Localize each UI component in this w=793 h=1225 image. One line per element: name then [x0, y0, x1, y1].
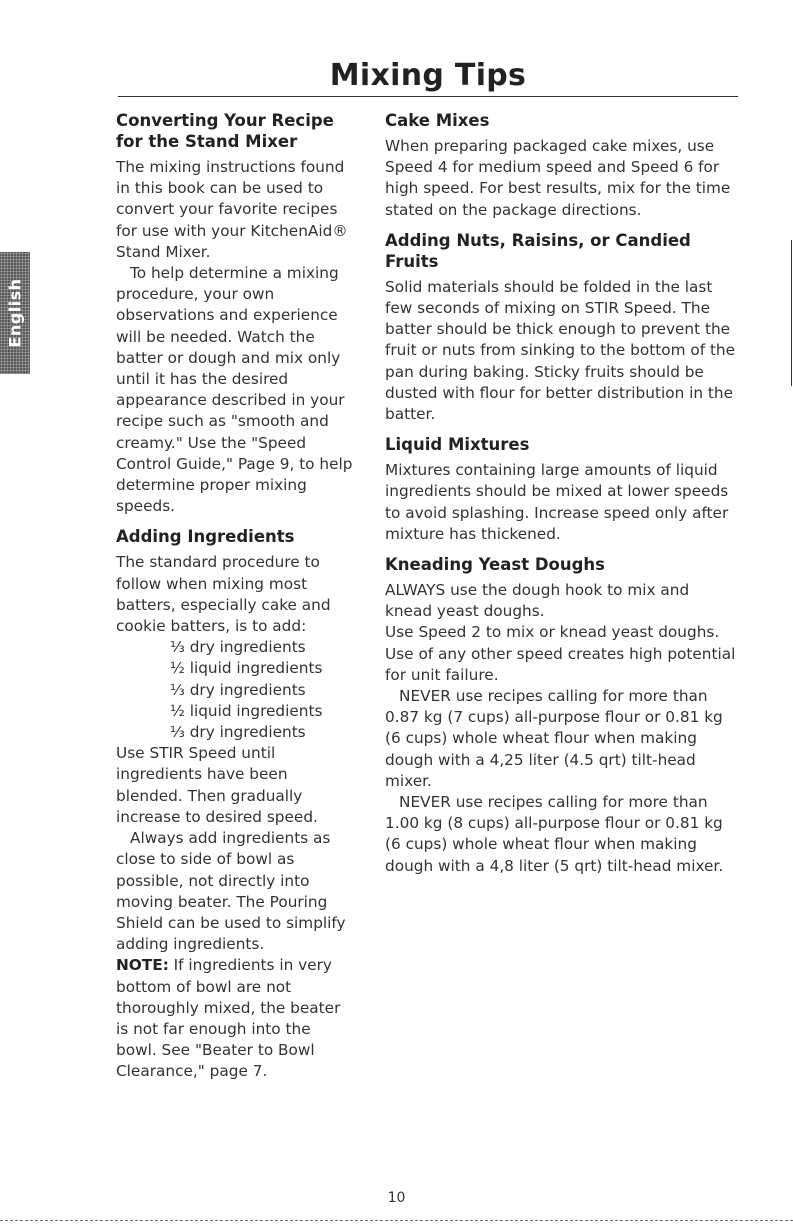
paragraph-never-4-5-qt: NEVER use recipes calling for more than 0.87 kg (7 cups) all-purpose flour or 0.81 kg (6 cups) whole wheat flour when making dough with a 4,25 liter (4.5 qrt) tilt-head mixer.: [385, 687, 723, 790]
language-tab-label: English: [5, 278, 25, 348]
note-label: NOTE:: [116, 956, 169, 975]
list-item: ½ liquid ingredients: [170, 701, 323, 720]
paragraph-standard-procedure: The standard procedure to follow when mixing most batters, especially cake and cookie batters, is to add:: [116, 553, 331, 636]
paragraph-solid-materials: Solid materials should be folded in the last few seconds of mixing on STIR Speed. The batter should be thick enough to prevent the fruit or nuts from sinking to the bottom of the pan during baking. Sticky fruits should be dusted with flour for better distribution in the batter.: [385, 277, 736, 424]
page-number: 10: [387, 1190, 406, 1206]
heading-converting-recipe: Converting Your Recipe for the Stand Mixer: [116, 111, 334, 151]
paragraph-add-close-to-side: Always add ingredients as close to side of bowl as possible, not directly into moving beater. The Pouring Shield can be used to simplify adding ingredients.: [116, 829, 346, 954]
paragraph-liquid-mixtures: Mixtures containing large amounts of liquid ingredients should be mixed at lower speeds to avoid splashing. Increase speed only after mixture has thickened.: [385, 461, 729, 543]
list-item: ⅓ dry ingredients: [170, 680, 306, 699]
page-bottom-edge: [0, 1220, 793, 1221]
paragraph-dough-hook: ALWAYS use the dough hook to mix and knead yeast doughs.: [385, 581, 690, 621]
paragraph-convert-intro: The mixing instructions found in this book can be used to convert your favorite recipes for use with your KitchenAid® Stand Mixer.: [116, 158, 348, 261]
language-tab: [0, 252, 30, 374]
title-divider: [118, 96, 738, 97]
list-item: ½ liquid ingredients: [170, 659, 323, 678]
heading-kneading-yeast: Kneading Yeast Doughs: [385, 555, 605, 575]
note-text: If ingredients in very bottom of bowl are not thoroughly mixed, the beater is not far enough into the bowl. See "Beater to Bowl Clearance," page 7.: [116, 956, 341, 1081]
list-item: ⅓ dry ingredients: [170, 723, 306, 742]
left-column: [116, 110, 356, 1083]
paragraph-stir-speed: Use STIR Speed until ingredients have been blended. Then gradually increase to desired speed.: [116, 744, 318, 826]
paragraph-note: [116, 955, 356, 1082]
paragraph-mixing-procedure: To help determine a mixing procedure, your own observations and experience will be needed. Watch the batter or dough and mix only until it has the desired appearance described in your recipe such as "smooth and creamy." Use the "Speed Control Guide," Page 9, to help determine proper mixing speeds.: [116, 264, 353, 516]
right-column: [385, 110, 741, 877]
page-title: Mixing Tips: [329, 58, 527, 93]
paragraph-cake-mixes: When preparing packaged cake mixes, use Speed 4 for medium speed and Speed 6 for high speed. For best results, mix for the time stated on the package directions.: [385, 137, 731, 219]
heading-cake-mixes: Cake Mixes: [385, 111, 490, 130]
list-item: ⅓ dry ingredients: [170, 638, 306, 657]
heading-adding-ingredients: Adding Ingredients: [116, 527, 295, 547]
heading-liquid-mixtures: Liquid Mixtures: [385, 435, 530, 455]
margin-rule: [791, 240, 792, 386]
paragraph-never-5-qt: NEVER use recipes calling for more than 1.00 kg (8 cups) all-purpose flour or 0.81 kg (6 cups) whole wheat flour when making dough with a 4,8 liter (5 qrt) tilt-head mixer.: [385, 793, 724, 875]
heading-nuts-raisins: Adding Nuts, Raisins, or Candied Fruits: [385, 230, 691, 271]
ingredient-order-list: [116, 637, 356, 743]
paragraph-speed-2: Use Speed 2 to mix or knead yeast doughs. Use of any other speed creates high potential for unit failure.: [385, 623, 736, 684]
